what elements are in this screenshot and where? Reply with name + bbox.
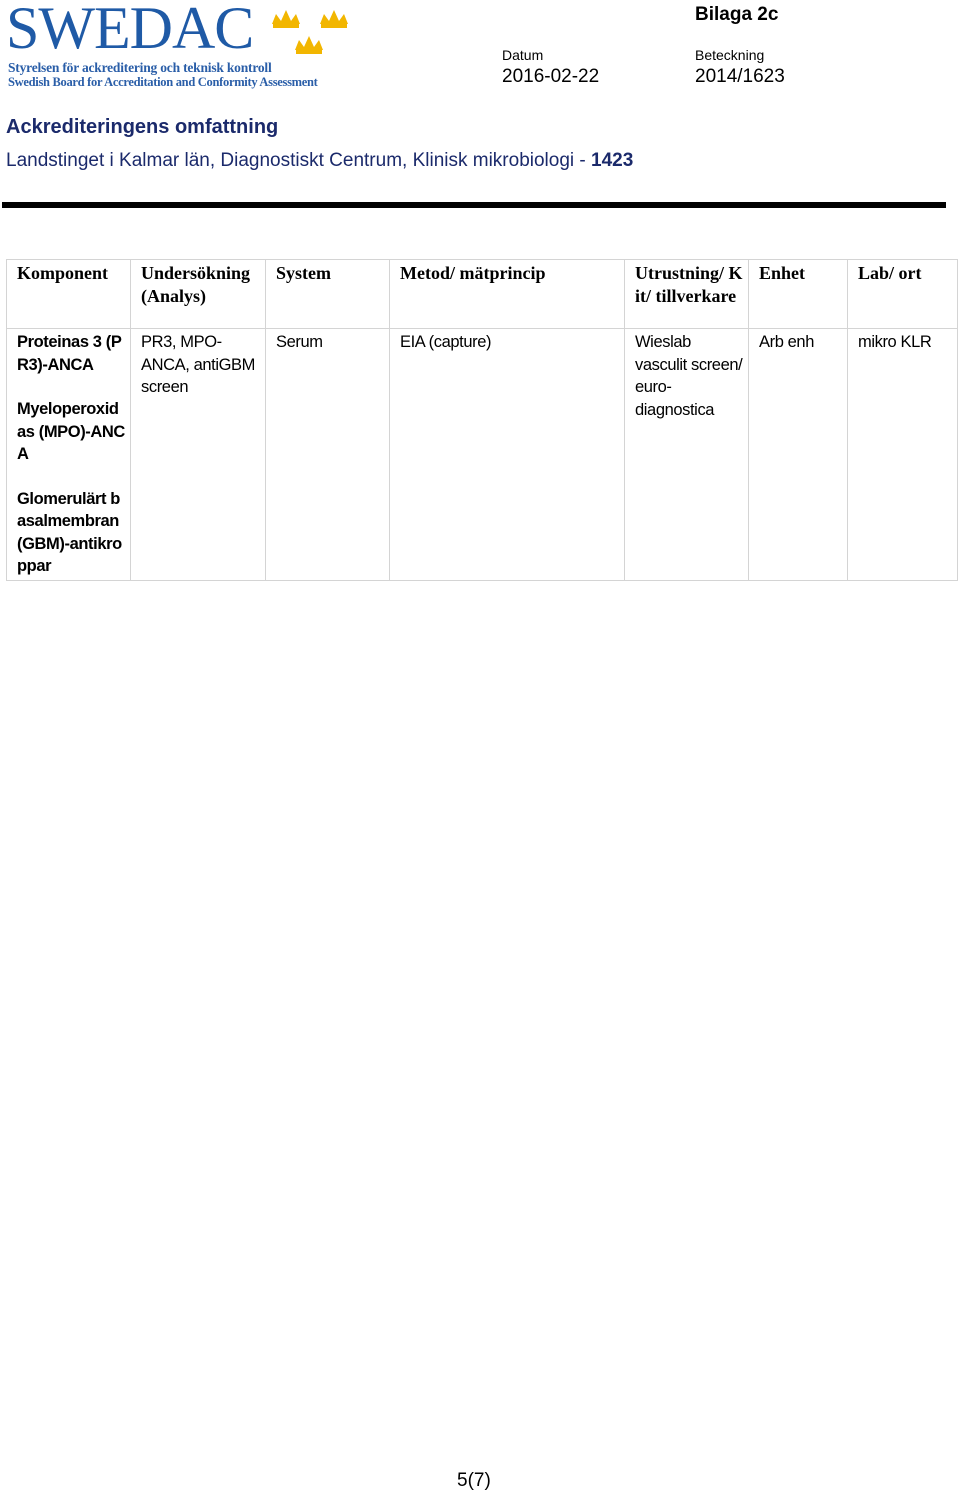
cell-undersokning: PR3, MPO-ANCA, antiGBM screen: [131, 329, 266, 581]
cell-system: Serum: [266, 329, 390, 581]
cell-utrustning: Wieslab vasculit screen/ euro-diagnostica: [625, 329, 749, 581]
komponent-item: Proteinas 3 (PR3)-ANCA: [17, 333, 122, 374]
cell-lab: mikro KLR: [848, 329, 958, 581]
logo-tagline-swedish: Styrelsen för ackreditering och teknisk kontroll: [8, 60, 272, 75]
reference-label: Beteckning: [695, 47, 765, 63]
page-number: 5(7): [457, 1470, 491, 1491]
komponent-item: Glomerulärt basalmembran (GBM)-antikroppar: [17, 489, 122, 575]
page-title: Ackrediteringens omfattning: [6, 116, 279, 138]
header-utrustning: Utrustning/ Kit/ tillverkare: [625, 260, 749, 329]
table-row: [7, 329, 958, 581]
date-label: Datum: [502, 47, 544, 63]
header-metod: Metod/ mätprincip: [390, 260, 625, 329]
logo-tagline-english: Swedish Board for Accreditation and Conformity Assessment: [8, 75, 318, 89]
komponent-item: Myeloperoxidas (MPO)-ANCA: [17, 400, 125, 463]
swedac-logo: [6, 2, 351, 90]
cell-enhet: Arb enh: [749, 329, 848, 581]
organization-name: Landstinget i Kalmar län, Diagnostiskt Centrum, Klinisk mikrobiologi -: [6, 150, 592, 171]
header-divider: [2, 202, 946, 208]
three-crowns-icon: [268, 6, 354, 56]
reference-value: 2014/1623: [695, 66, 785, 87]
cell-komponent: [7, 329, 131, 581]
header-undersokning: Undersökning (Analys): [131, 260, 266, 329]
scope-table: [6, 259, 958, 581]
header-enhet: Enhet: [749, 260, 848, 329]
appendix-label: Bilaga 2c: [695, 4, 779, 25]
header-lab: Lab/ ort: [848, 260, 958, 329]
page-subtitle: [6, 150, 633, 172]
logo-wordmark: SWEDAC: [6, 0, 254, 61]
header-system: System: [266, 260, 390, 329]
accreditation-number: 1423: [591, 150, 634, 171]
date-value: 2016-02-22: [502, 66, 600, 87]
header-komponent: Komponent: [7, 260, 131, 329]
cell-metod: EIA (capture): [390, 329, 625, 581]
table-header-row: [7, 260, 958, 329]
